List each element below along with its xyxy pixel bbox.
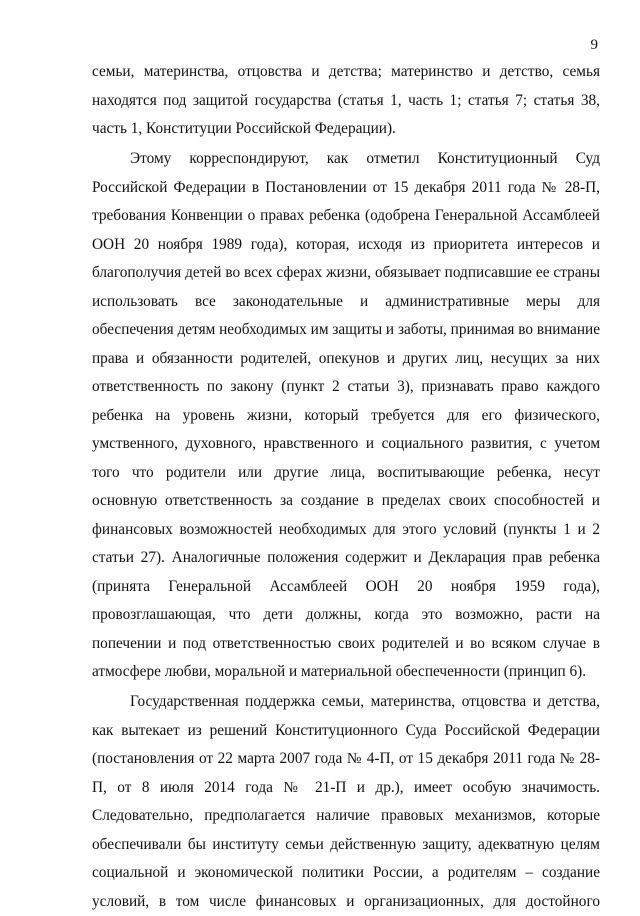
text-line: умственного, духовного, нравственного и социального развития, с учетом [92, 430, 600, 459]
text-line: основную ответственность за создание в пределах своих способностей и [92, 487, 600, 516]
text-line: ООН 20 ноября 1989 года), которая, исходя из приоритета интересов и [92, 231, 600, 260]
page-number: 9 [591, 36, 599, 54]
text-line: находятся под защитой государства (статья 1, часть 1; статья 7; статья 38, [92, 87, 600, 116]
text-line: (постановления от 22 марта 2007 года № 4-П, от 15 декабря 2011 года № 28- [92, 745, 600, 774]
text-line: попечении и под ответственностью своих родителей и во всяком случае в [92, 630, 600, 659]
text-line: социальной и экономической политики России, а родителям – создание [92, 859, 600, 888]
text-line: ребенка на уровень жизни, который требуется для его физического, [92, 402, 600, 431]
text-line: атмосфере любви, моральной и материальной обеспеченности (принцип 6). [92, 658, 600, 687]
text-line: Этому корреспондируют, как отметил Конституционный Суд [92, 145, 600, 174]
text-line: Следовательно, предполагается наличие правовых механизмов, которые [92, 802, 600, 831]
text-line: провозглашающая, что дети должны, когда это возможно, расти на [92, 601, 600, 630]
text-line: как вытекает из решений Конституционного Суда Российской Федерации [92, 717, 600, 746]
text-line: обеспечения детям необходимых им защиты и заботы, принимая во внимание [92, 316, 600, 345]
text-line: обеспечивали бы институту семьи действенную защиту, адекватную целям [92, 831, 600, 860]
text-line: благополучия детей во всех сферах жизни, обязывает подписавшие ее страны [92, 259, 600, 288]
text-line: использовать все законодательные и административные меры для [92, 288, 600, 317]
text-line: (принята Генеральной Ассамблеей ООН 20 ноября 1959 года), [92, 573, 600, 602]
text-line: требования Конвенции о правах ребенка (одобрена Генеральной Ассамблеей [92, 202, 600, 231]
text-line: Российской Федерации в Постановлении от 15 декабря 2011 года № 28-П, [92, 174, 600, 203]
paragraph [92, 58, 600, 144]
text-line: статьи 27). Аналогичные положения содержит и Декларация прав ребенка [92, 544, 600, 573]
paragraph [92, 688, 600, 916]
text-line: семьи, материнства, отцовства и детства; материнство и детство, семья [92, 58, 600, 87]
text-line: финансовых возможностей необходимых для этого условий (пункты 1 и 2 [92, 516, 600, 545]
document-body [92, 58, 600, 916]
text-line: Государственная поддержка семьи, материнства, отцовства и детства, [92, 688, 600, 717]
text-line: ответственность по закону (пункт 2 статьи 3), признавать право каждого [92, 373, 600, 402]
text-line: того что родители или другие лица, воспитывающие ребенка, несут [92, 459, 600, 488]
paragraph [92, 145, 600, 687]
text-line: условий, в том числе финансовых и организационных, для достойного [92, 888, 600, 916]
text-line: П, от 8 июля 2014 года № 21-П и др.), имеет особую значимость. [92, 774, 600, 803]
text-line: часть 1, Конституции Российской Федерации). [92, 115, 600, 144]
text-line: права и обязанности родителей, опекунов и других лиц, несущих за них [92, 345, 600, 374]
